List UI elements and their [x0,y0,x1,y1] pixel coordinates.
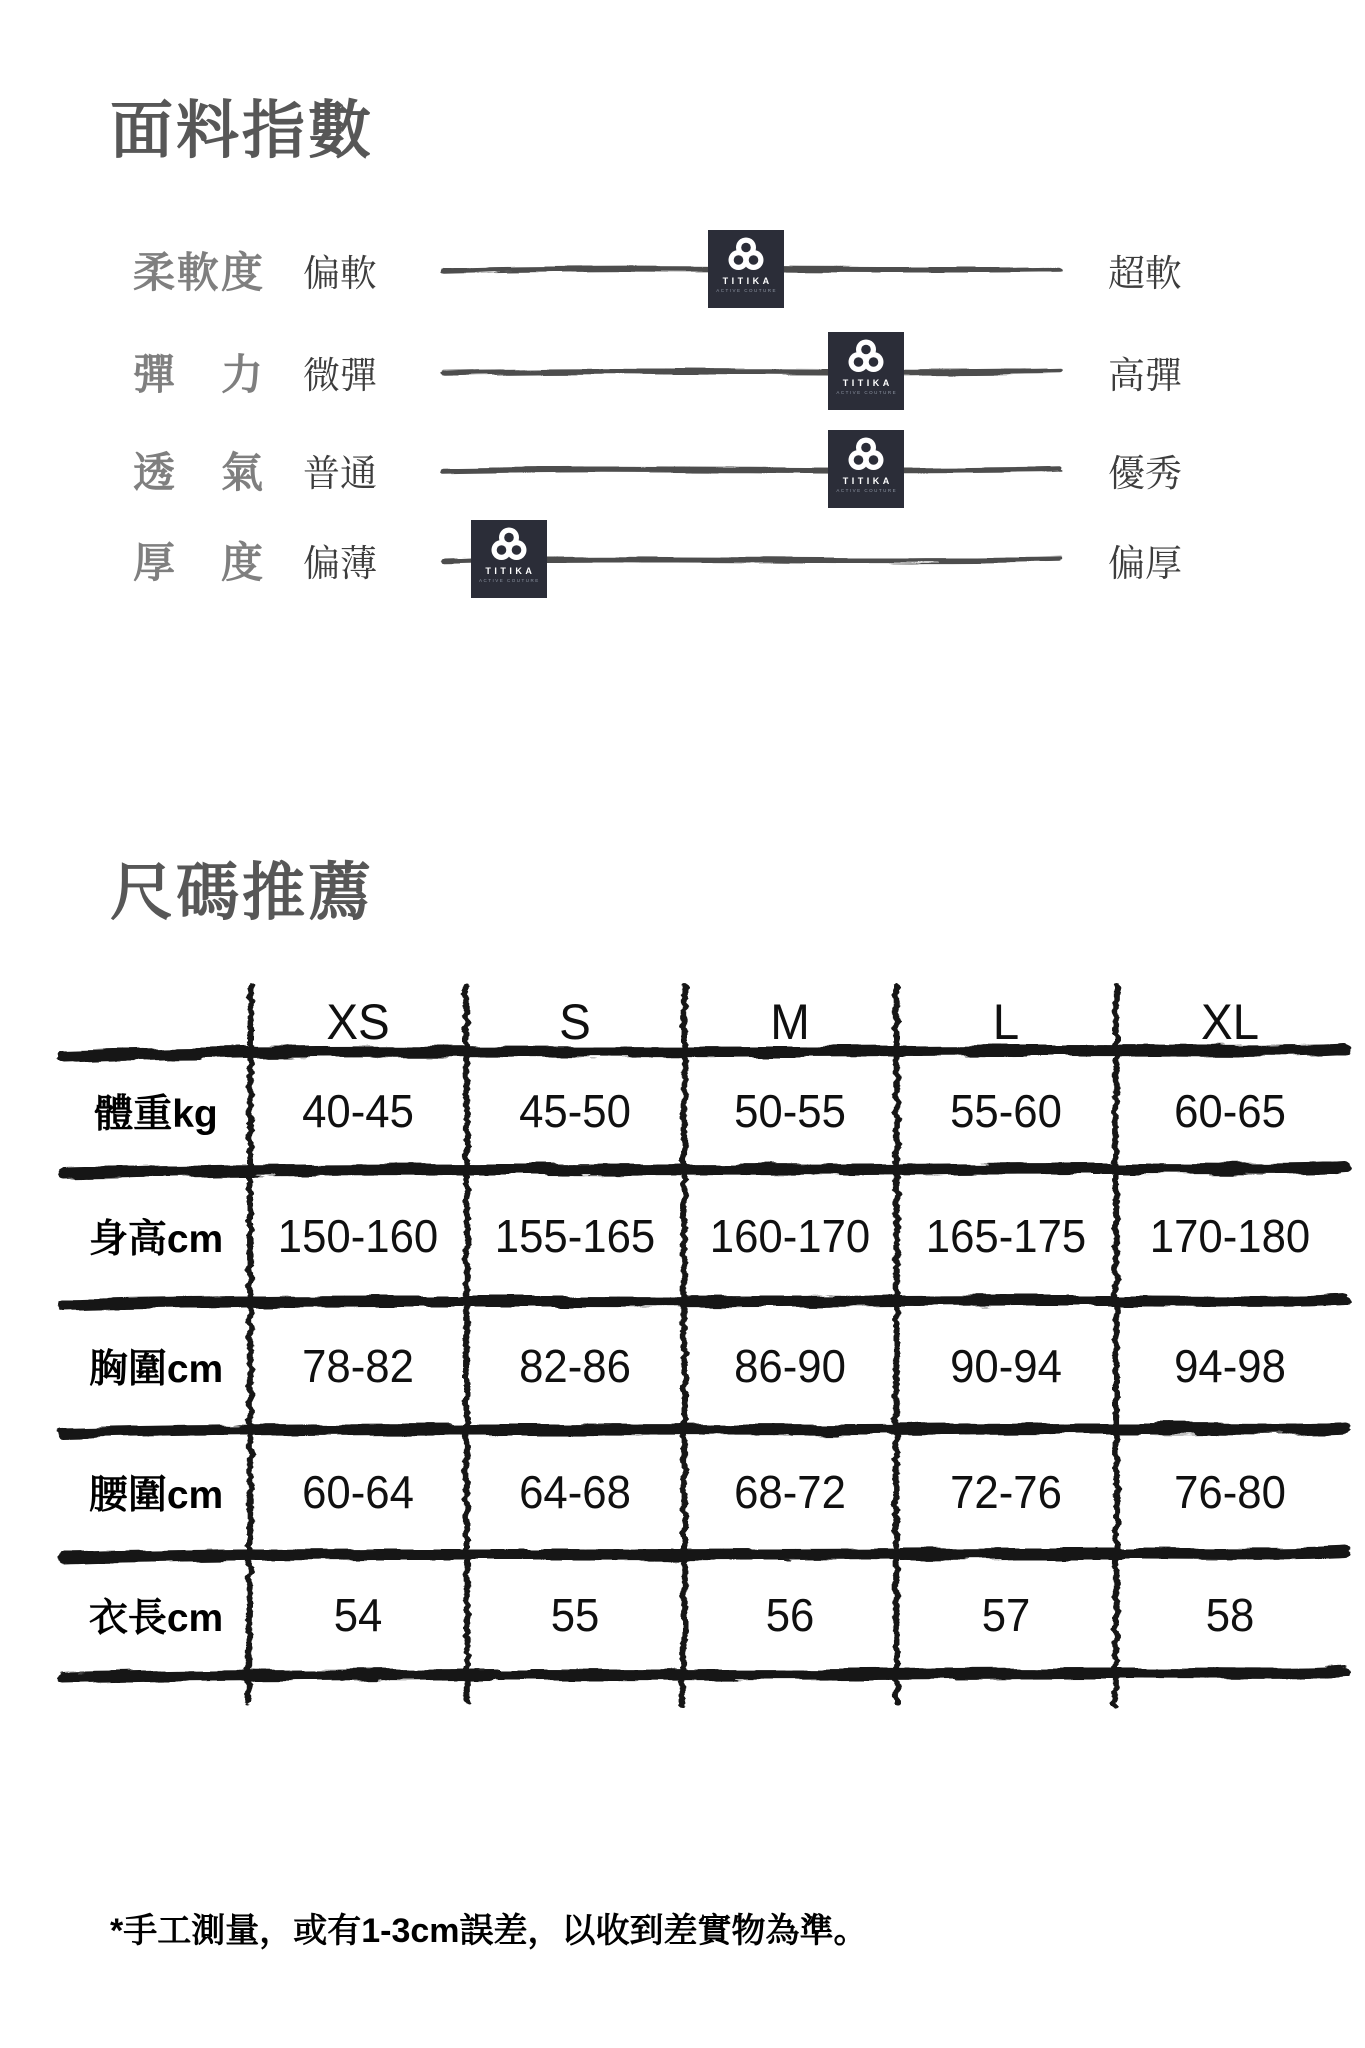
table-cell: 86-90 [734,1340,846,1392]
table-cell: 60-64 [302,1466,414,1518]
trefoil-logo-icon [845,435,887,475]
table-cell: 68-72 [734,1466,846,1518]
table-gridline-h [63,1427,1345,1433]
titika-logo-badge [471,520,547,598]
table-cell: 55 [550,1589,600,1641]
table-row-label: 腰圍cm [88,1474,224,1517]
table-row-label: 身高cm [88,1218,224,1261]
titika-logo-badge [828,430,904,508]
table-cell: 82-86 [519,1340,631,1392]
table-cell: 54 [333,1589,383,1641]
table-cell: 94-98 [1174,1340,1286,1392]
table-cell: 150-160 [277,1210,439,1262]
table-cell: 55-60 [950,1085,1062,1137]
trefoil-logo-icon [488,525,530,565]
size-column-header: XS [326,994,390,1050]
fabric-metric-label: 厚 度 [133,539,266,586]
badge-brand-text: TITIKA [842,378,893,388]
fabric-left-value: 普通 [303,453,377,494]
table-cell: 78-82 [302,1340,414,1392]
trefoil-logo-icon [725,235,767,275]
size-column-header: S [559,994,591,1050]
table-cell: 45-50 [519,1085,631,1137]
badge-tagline-text: ACTIVE COUTURE [836,390,898,395]
table-gridline-v [1115,986,1117,1706]
table-cell: 58 [1205,1589,1255,1641]
badge-brand-text: TITIKA [485,566,536,576]
table-gridline-h [63,1299,1345,1305]
table-gridline-v [683,986,685,1706]
titika-logo-badge [828,332,904,410]
fabric-right-value: 高彈 [1108,355,1182,396]
fabric-right-value: 超軟 [1108,253,1182,294]
table-cell: 165-175 [925,1210,1087,1262]
table-cell: 50-55 [734,1085,846,1137]
measurement-footnote: *手工測量，或有1-3cm誤差，以收到差實物為準。 [110,1912,868,1950]
table-gridline-v [896,986,897,1702]
size-column-header: M [770,994,810,1050]
slider-track-breathability [444,469,1060,471]
table-cell: 40-45 [302,1085,414,1137]
size-recommendation-title: 尺碼推薦 [110,858,374,928]
slider-track-elasticity [444,371,1060,373]
badge-tagline-text: ACTIVE COUTURE [716,288,777,293]
table-gridline-h [63,1049,1345,1056]
table-cell: 72-76 [950,1466,1062,1518]
table-gridline-v [248,986,251,1702]
fabric-index-title: 面料指數 [110,96,374,166]
table-cell: 90-94 [950,1340,1062,1392]
fabric-metric-label: 柔軟度 [133,249,266,296]
table-gridline-h [63,1552,1345,1558]
table-cell: 155-165 [494,1210,656,1262]
badge-brand-text: TITIKA [722,276,773,286]
fabric-left-value: 偏軟 [303,253,377,294]
table-row-label: 胸圍cm [88,1348,224,1391]
fabric-metric-label: 彈 力 [133,351,266,398]
table-cell: 56 [765,1589,815,1641]
badge-brand-text: TITIKA [842,476,893,486]
table-cell: 60-65 [1174,1085,1286,1137]
badge-tagline-text: ACTIVE COUTURE [479,578,540,583]
table-row-label: 體重kg [94,1093,218,1136]
table-gridline-h [63,1672,1345,1678]
table-cell: 76-80 [1174,1466,1286,1518]
titika-logo-badge [708,230,784,308]
size-column-header: XL [1200,994,1260,1050]
fabric-metric-label: 透 氣 [133,449,266,496]
table-gridline-v [466,986,468,1702]
trefoil-logo-icon [845,337,887,377]
fabric-left-value: 微彈 [303,355,377,396]
fabric-right-value: 優秀 [1108,453,1182,494]
table-cell: 57 [981,1589,1031,1641]
fabric-left-value: 偏薄 [303,543,377,584]
fabric-right-value: 偏厚 [1108,543,1182,584]
badge-tagline-text: ACTIVE COUTURE [836,488,898,493]
table-cell: 64-68 [519,1466,631,1518]
table-gridline-h [63,1167,1345,1173]
table-row-label: 衣長cm [88,1597,224,1640]
table-cell: 160-170 [709,1210,871,1262]
size-column-header: L [992,994,1020,1050]
table-cell: 170-180 [1149,1210,1311,1262]
